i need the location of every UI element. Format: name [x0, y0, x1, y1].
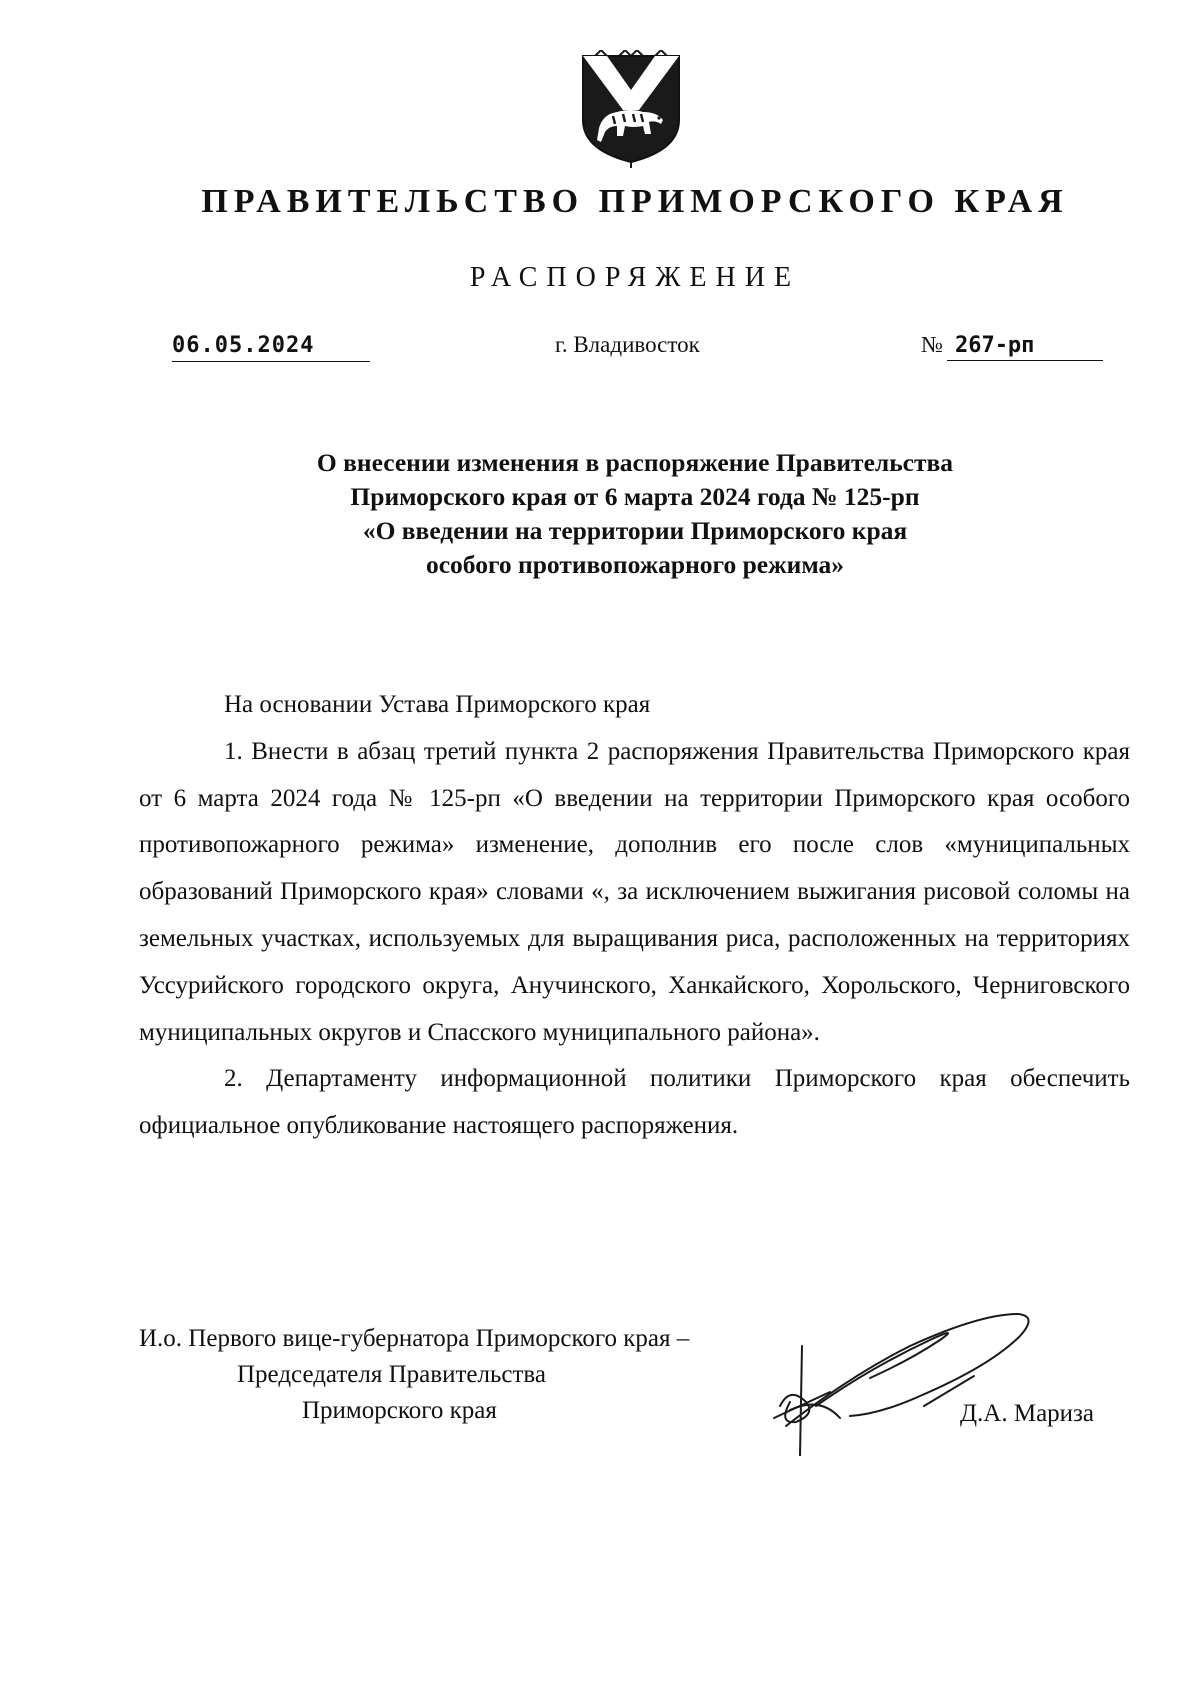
government-title: ПРАВИТЕЛЬСТВО ПРИМОРСКОГО КРАЯ: [201, 183, 1069, 220]
handwritten-signature-icon: [760, 1306, 1050, 1456]
signatory-position: [139, 1321, 689, 1429]
position-line: Приморского края: [302, 1397, 497, 1424]
position-line: Председателя Правительства: [237, 1361, 546, 1388]
decree-body: [139, 682, 1130, 1150]
clause-paragraph: 2. Департаменту информационной политики Приморского края обеспечить официальное опубликование настоящего распоряжения.: [139, 1065, 1130, 1140]
subject-line: Приморского края от 6 марта 2024 года № 125-рп: [350, 482, 920, 511]
decree-subject: [0, 446, 1200, 582]
number-sign: №: [921, 332, 943, 357]
preamble-paragraph: На основании Устава Приморского края: [224, 691, 651, 718]
decree-date: 06.05.2024: [172, 333, 370, 362]
signer-name: Д.А. Мариза: [960, 1400, 1095, 1427]
subject-line: О внесении изменения в распоряжение Правительства: [316, 448, 954, 477]
coat-of-arms-icon: [577, 50, 685, 168]
decree-number: 267-рп: [947, 333, 1103, 361]
document-type: РАСПОРЯЖЕНИЕ: [469, 262, 801, 293]
subject-line: особого противопожарного режима»: [425, 550, 845, 579]
decree-number-field: [921, 332, 1103, 361]
clause-paragraph: 1. Внести в абзац третий пункта 2 распоряжения Правительства Приморского края от 6 марта 2024 года № 125-рп «О введении на территории Приморского края особого противопожарного режима» изменение, дополнив его после слов «муниципальных образований Приморского края» словами «, за исключением выжигания рисовой соломы на земельных участках, используемых для выращивания риса, расположенных на территориях Уссурийского городского округа, Анучинского, Ханкайского, Хорольского, Черниговского муниципальных округов и Спасского муниципального района».: [139, 737, 1130, 1046]
decree-city: г. Владивосток: [555, 332, 700, 357]
position-line: И.о. Первого вице-губернатора Приморского края –: [139, 1325, 690, 1352]
subject-line: «О введении на территории Приморского края: [362, 516, 908, 545]
